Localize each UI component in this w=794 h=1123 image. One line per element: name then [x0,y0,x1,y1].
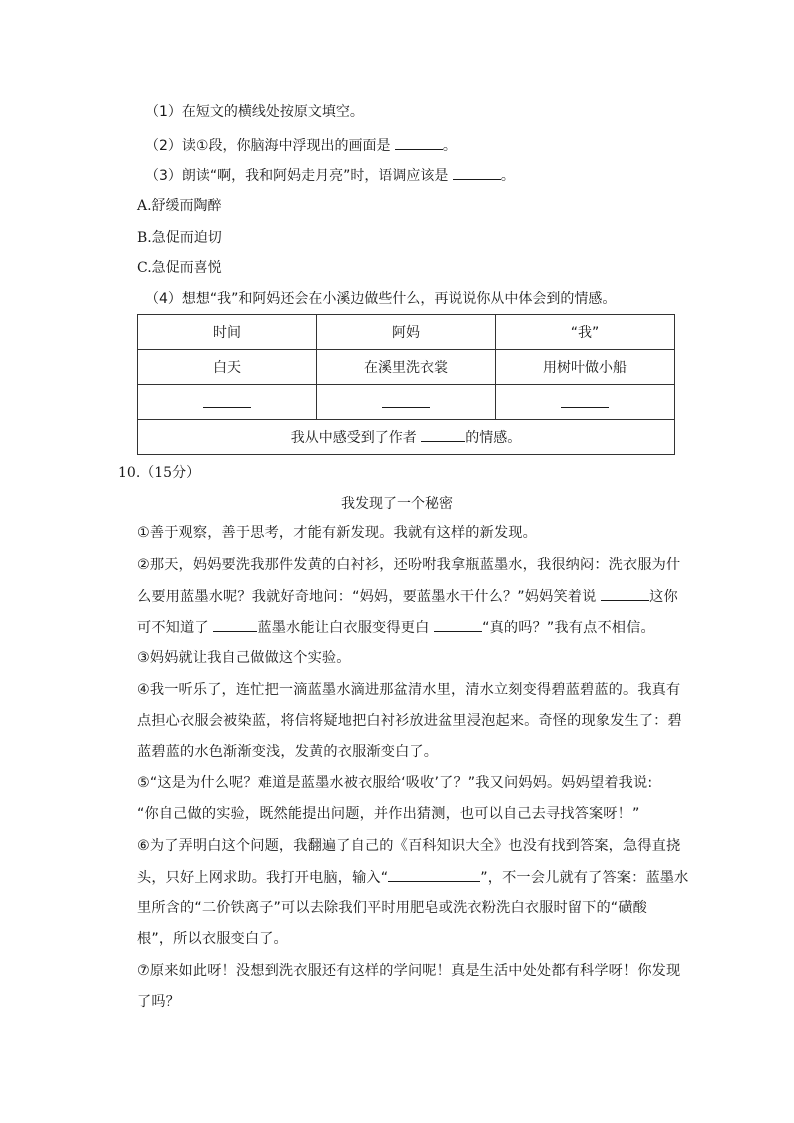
feeling-text: 我从中感受到了作者 [290,430,422,446]
table-header-row [138,315,675,350]
answer-blank[interactable] [453,165,501,180]
paragraph-text: 这你 [649,589,678,605]
option-a[interactable]: A.舒缓而陶醉 [137,198,222,214]
answer-blank[interactable] [395,135,443,150]
feeling-end: 的情感。 [465,430,522,446]
answer-blank[interactable] [601,586,649,601]
table-row [138,350,675,385]
paragraph-7-line-2: 了吗？ [137,994,181,1010]
cell-mother: 在溪里洗衣裳 [317,350,496,385]
question-3-text: （3）朗读“啊，我和阿妈走月亮”时，语调应该是 [145,168,453,184]
activity-table [137,314,675,455]
paragraph-text: 么要用蓝墨水呢？我就好奇地问：“妈妈，要蓝墨水干什么？”妈妈笑着说 [137,589,602,605]
paragraph-2-line-2 [137,586,678,607]
cell-me: 用树叶做小船 [496,350,675,385]
header-mother: 阿妈 [317,315,496,350]
header-me: “我” [496,315,675,350]
option-c[interactable]: C.急促而喜悦 [137,260,222,276]
paragraph-text: 头，只好上网求助。我打开电脑，输入“ [137,870,389,886]
paragraph-text: ”，不一会儿就有了答案：蓝墨水 [480,870,689,886]
question-4: （4）想想“我”和阿妈还会在小溪边做些什么，再说说你从中体会到的情感。 [145,291,617,307]
answer-blank[interactable] [388,867,480,882]
question-2-end: 。 [442,138,457,154]
header-time: 时间 [138,315,317,350]
paragraph-text: 可不知道了 [137,620,214,636]
passage-title: 我发现了一个秘密 [341,496,453,512]
cell-blank[interactable] [317,385,496,420]
answer-blank[interactable] [213,617,257,632]
answer-blank[interactable] [203,393,251,408]
paragraph-text: “真的吗？”我有点不相信。 [482,620,655,636]
table-row-blank [138,385,675,420]
answer-blank[interactable] [421,427,465,442]
question-1: （1）在短文的横线处按原文填空。 [145,104,364,120]
question-2-text: （2）读①段，你脑海中浮现出的画面是 [145,138,395,154]
paragraph-6-line-1: ⑥为了弄明白这个问题，我翻遍了自己的《百科知识大全》也没有找到答案，急得直挠 [137,838,681,854]
paragraph-2-line-3 [137,617,655,638]
paragraph-2-line-1: ②那天，妈妈要洗我那件发黄的白衬衫，还吩咐我拿瓶蓝墨水，我很纳闷：洗衣服为什 [137,557,681,573]
cell-time: 白天 [138,350,317,385]
paragraph-1: ①善于观察，善于思考，才能有新发现。我就有这样的新发现。 [137,525,537,541]
question-number-10: 10.（15分） [118,465,201,481]
paragraph-6-line-2 [137,867,688,888]
paragraph-6-line-4: 根”，所以衣服变白了。 [137,931,288,947]
option-b[interactable]: B.急促而迫切 [137,230,222,246]
cell-blank[interactable] [138,385,317,420]
paragraph-6-line-3: 里所含的“二价铁离子”可以去除我们平时用肥皂或洗衣粉洗白衣服时留下的“磺酸 [137,900,647,916]
paragraph-3: ③妈妈就让我自己做做这个实验。 [137,650,351,666]
cell-feeling [138,420,675,455]
cell-blank[interactable] [496,385,675,420]
paragraph-5-line-2: “你自己做的实验，既然能提出问题，并作出猜测，也可以自己去寻找答案呀！” [137,806,640,822]
question-3 [145,165,515,186]
answer-blank[interactable] [382,393,430,408]
paragraph-5-line-1: ⑤“这是为什么呢？难道是蓝墨水被衣服给‘吸收’了？”我又问妈妈。妈妈望着我说: [137,775,653,791]
paragraph-text: 蓝墨水能让白衣服变得更白 [257,620,435,636]
answer-blank[interactable] [561,393,609,408]
table-footer-row [138,420,675,455]
question-3-end: 。 [500,168,515,184]
question-2 [145,135,457,156]
paragraph-4-line-2: 点担心衣服会被染蓝，将信将疑地把白衬衫放进盆里浸泡起来。奇怪的现象发生了：碧 [137,713,682,729]
paragraph-7-line-1: ⑦原来如此呀！没想到洗衣服还有这样的学问呢！真是生活中处处都有科学呀！你发现 [137,963,681,979]
paragraph-4-line-3: 蓝碧蓝的水色渐渐变浅，发黄的衣服渐变白了。 [137,744,439,760]
paragraph-4-line-1: ④我一听乐了，连忙把一滴蓝墨水滴进那盆清水里，清水立刻变得碧蓝碧蓝的。我真有 [137,682,681,698]
answer-blank[interactable] [434,617,482,632]
